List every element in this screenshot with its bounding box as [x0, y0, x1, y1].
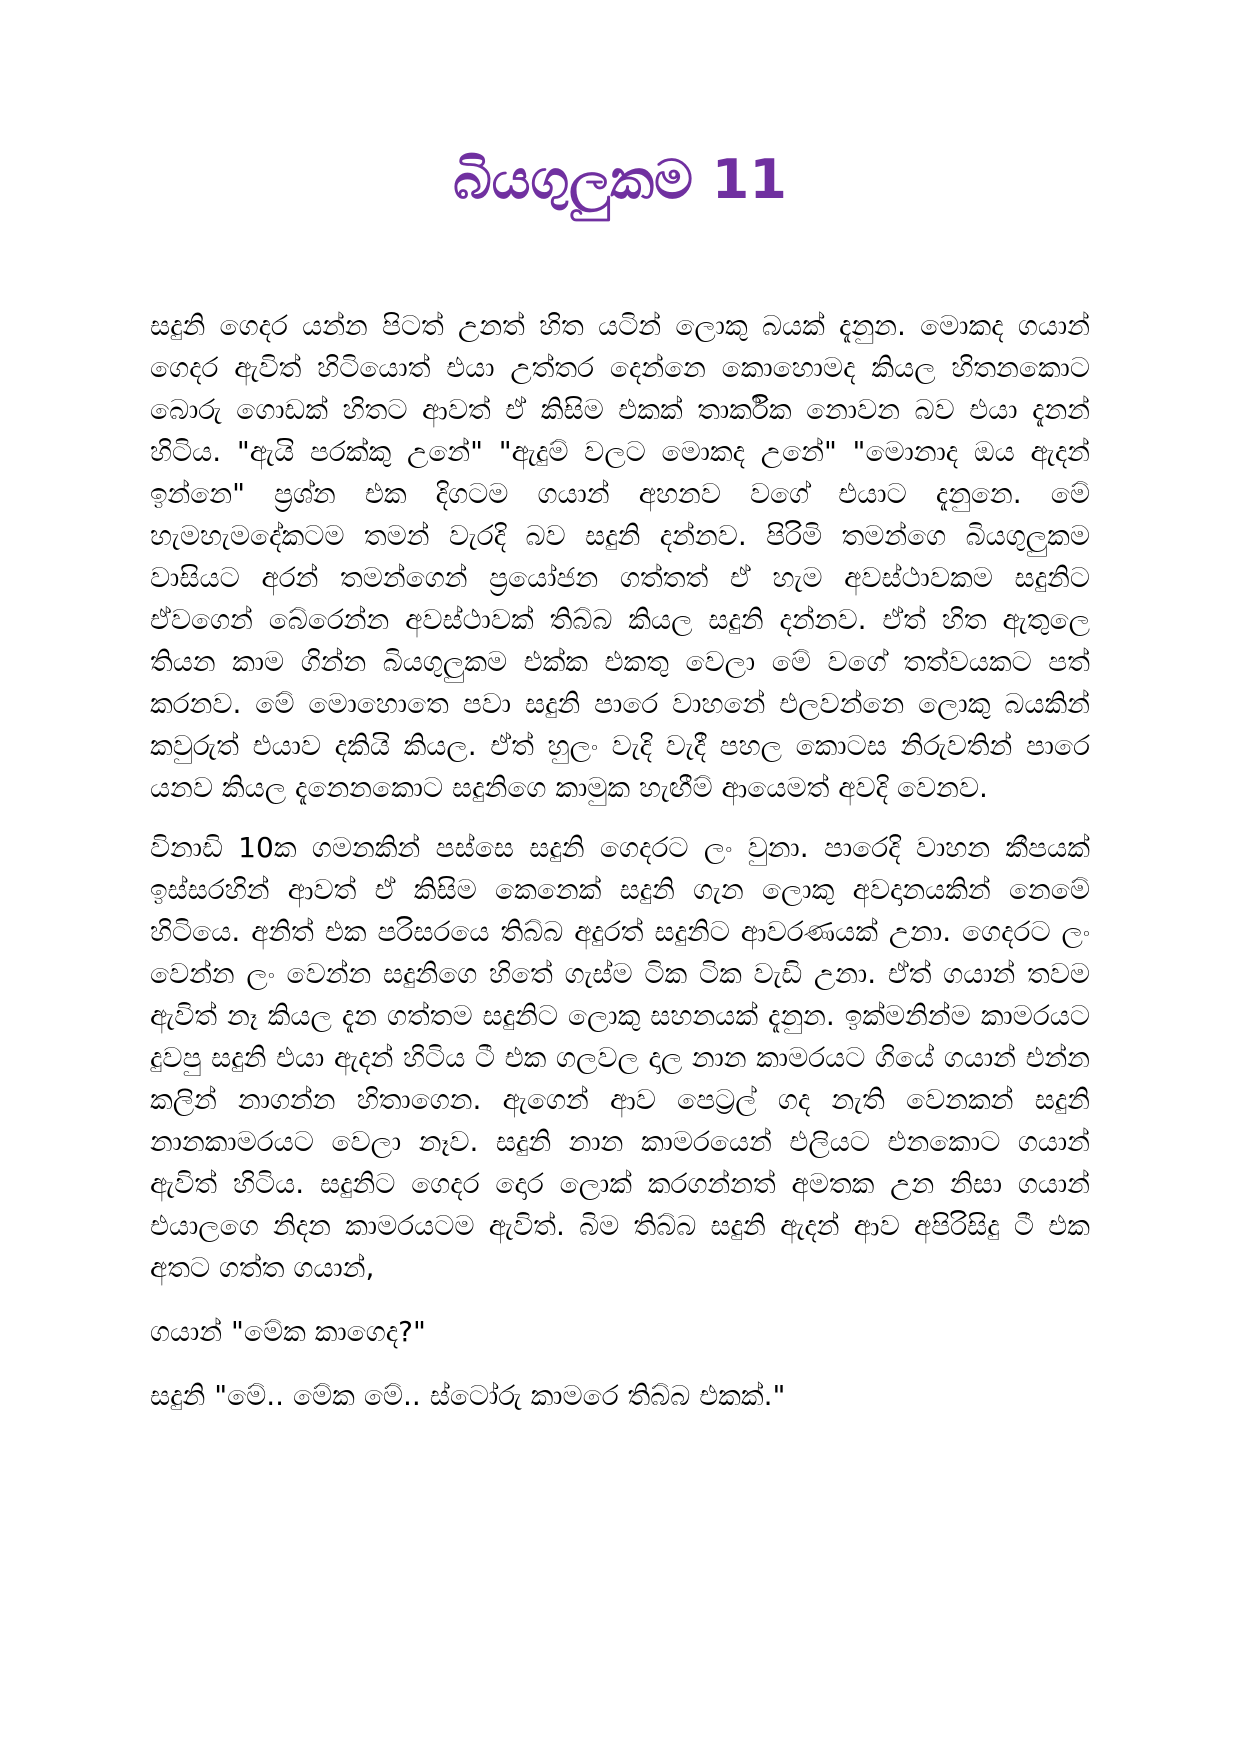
paragraph-2: විනාඩි 10ක ගමනකින් පස්සෙ සදුනි ගෙදරට ලං වුනා. පාරෙදි වාහන කීපයක් ඉස්සරහින් ආවත් ඒ කිසිම කෙනෙක් සදුනි ගැන ලොකු අවදානයකින් නෙමේ හිටියෙ. අනිත් එක පරිසරයෙ තිබ්බ අදුරත් සදුනිට ආවරණයක් උනා. ගෙදරට ලං වෙන්න ලං වෙන්න සදුනිගෙ හිතේ ගැස්ම ටික ටික වැඩි උනා. ඒත් ගයාන් තවම ඇවිත් නෑ කියල දැන ගත්තම සදුනිට ලොකු සහනයක් දැනුන. ඉක්මනින්ම කාමරයට දුවපු සදුනි එයා ඇදන් හිටිය ටී එක ගලවල දාල නාන කාමරයට ගියේ ගයාන් එන්න කලින් නාගන්න හිතාගෙන. ඇගෙන් ආව පෙට්‍රල් ගද නැති වෙනකන් සදුනි නානකාමරයට වෙලා නෑව. සදුනි නාන කාමරයෙන් එලියට එනකොට ගයාන් ඇවිත් හිටිය. සදුනිට ගෙදර දොර ලොක් කරගන්නත් අමතක උන නිසා ගයාන් එයාලගෙ නිදන කාමරයටම ඇවිත්. බිම තිබ්බ සදුනි ඇදන් ආව අපිරිසිදු ටී එක අතට ගත්ත ගයාන්, [150, 830, 1090, 1284]
paragraph-1: සදුනි ගෙදර යන්න පිටත් උනත් හිත යටින් ලොකු බයක් දැනුන. මොකද ගයාන් ගෙදර ඇවිත් හිටියොත් එයා උත්තර දෙන්නෙ කොහොමද කියල හිතනකොට බොරු ගොඩක් හිතට ආවත් ඒ කිසිම එකක් තාර්කික නොවන බව එයා දැනන් හිටිය. "ඇයි පරක්කු උනේ" "ඇදුම් වලට මොකද උනේ" "මොනාද ඔය ඇදන් ඉන්නෙ" ප්‍රශ්න එක දිගටම ගයාන් අහනව වගේ එයාට දැනුනෙ. මේ හැමහැමදේකටම තමන් වැරදි බව සදුනි දන්නව. පිරිමි තමන්ගෙ බියගුලුකම වාසියට අරන් තමන්ගෙන් ප්‍රයෝජන ගත්තත් ඒ හැම අවස්ථාවකම සදුනිට ඒවගෙන් බේරෙන්න අවස්ථාවක් තිබ්බ කියල සදුනි දන්නව. ඒත් හිත ඇතුලෙ තියන කාම ගින්න බියගුලුකම එක්ක එකතු වෙලා මේ වගේ තත්වයකට පත් කරනව. මේ මොහොතෙ පවා සදුනි පාරෙ වාහනේ එලවන්නෙ ලොකු බයකින් කවුරුත් එයාව දකියි කියල. ඒත් හුලං වැදි වැදී පහල කොටස නිරුවතින් පාරෙ යනව කියල දැනෙනකොට සදුනිගෙ කාමුක හැඟීම් ආයෙමත් අවදි වෙනව. [150, 308, 1090, 804]
dialogue-line-1: ගයාන් "මේක කාගෙද?" [150, 1314, 426, 1348]
dialogue-line-2: සදුනි "මේ.. මේක මේ.. ස්ටෝරු කාමරෙ තිබ්බ එකක්." [150, 1378, 786, 1412]
page-title: බියගුලුකම 11 [453, 148, 787, 211]
story-body [150, 305, 1090, 1417]
